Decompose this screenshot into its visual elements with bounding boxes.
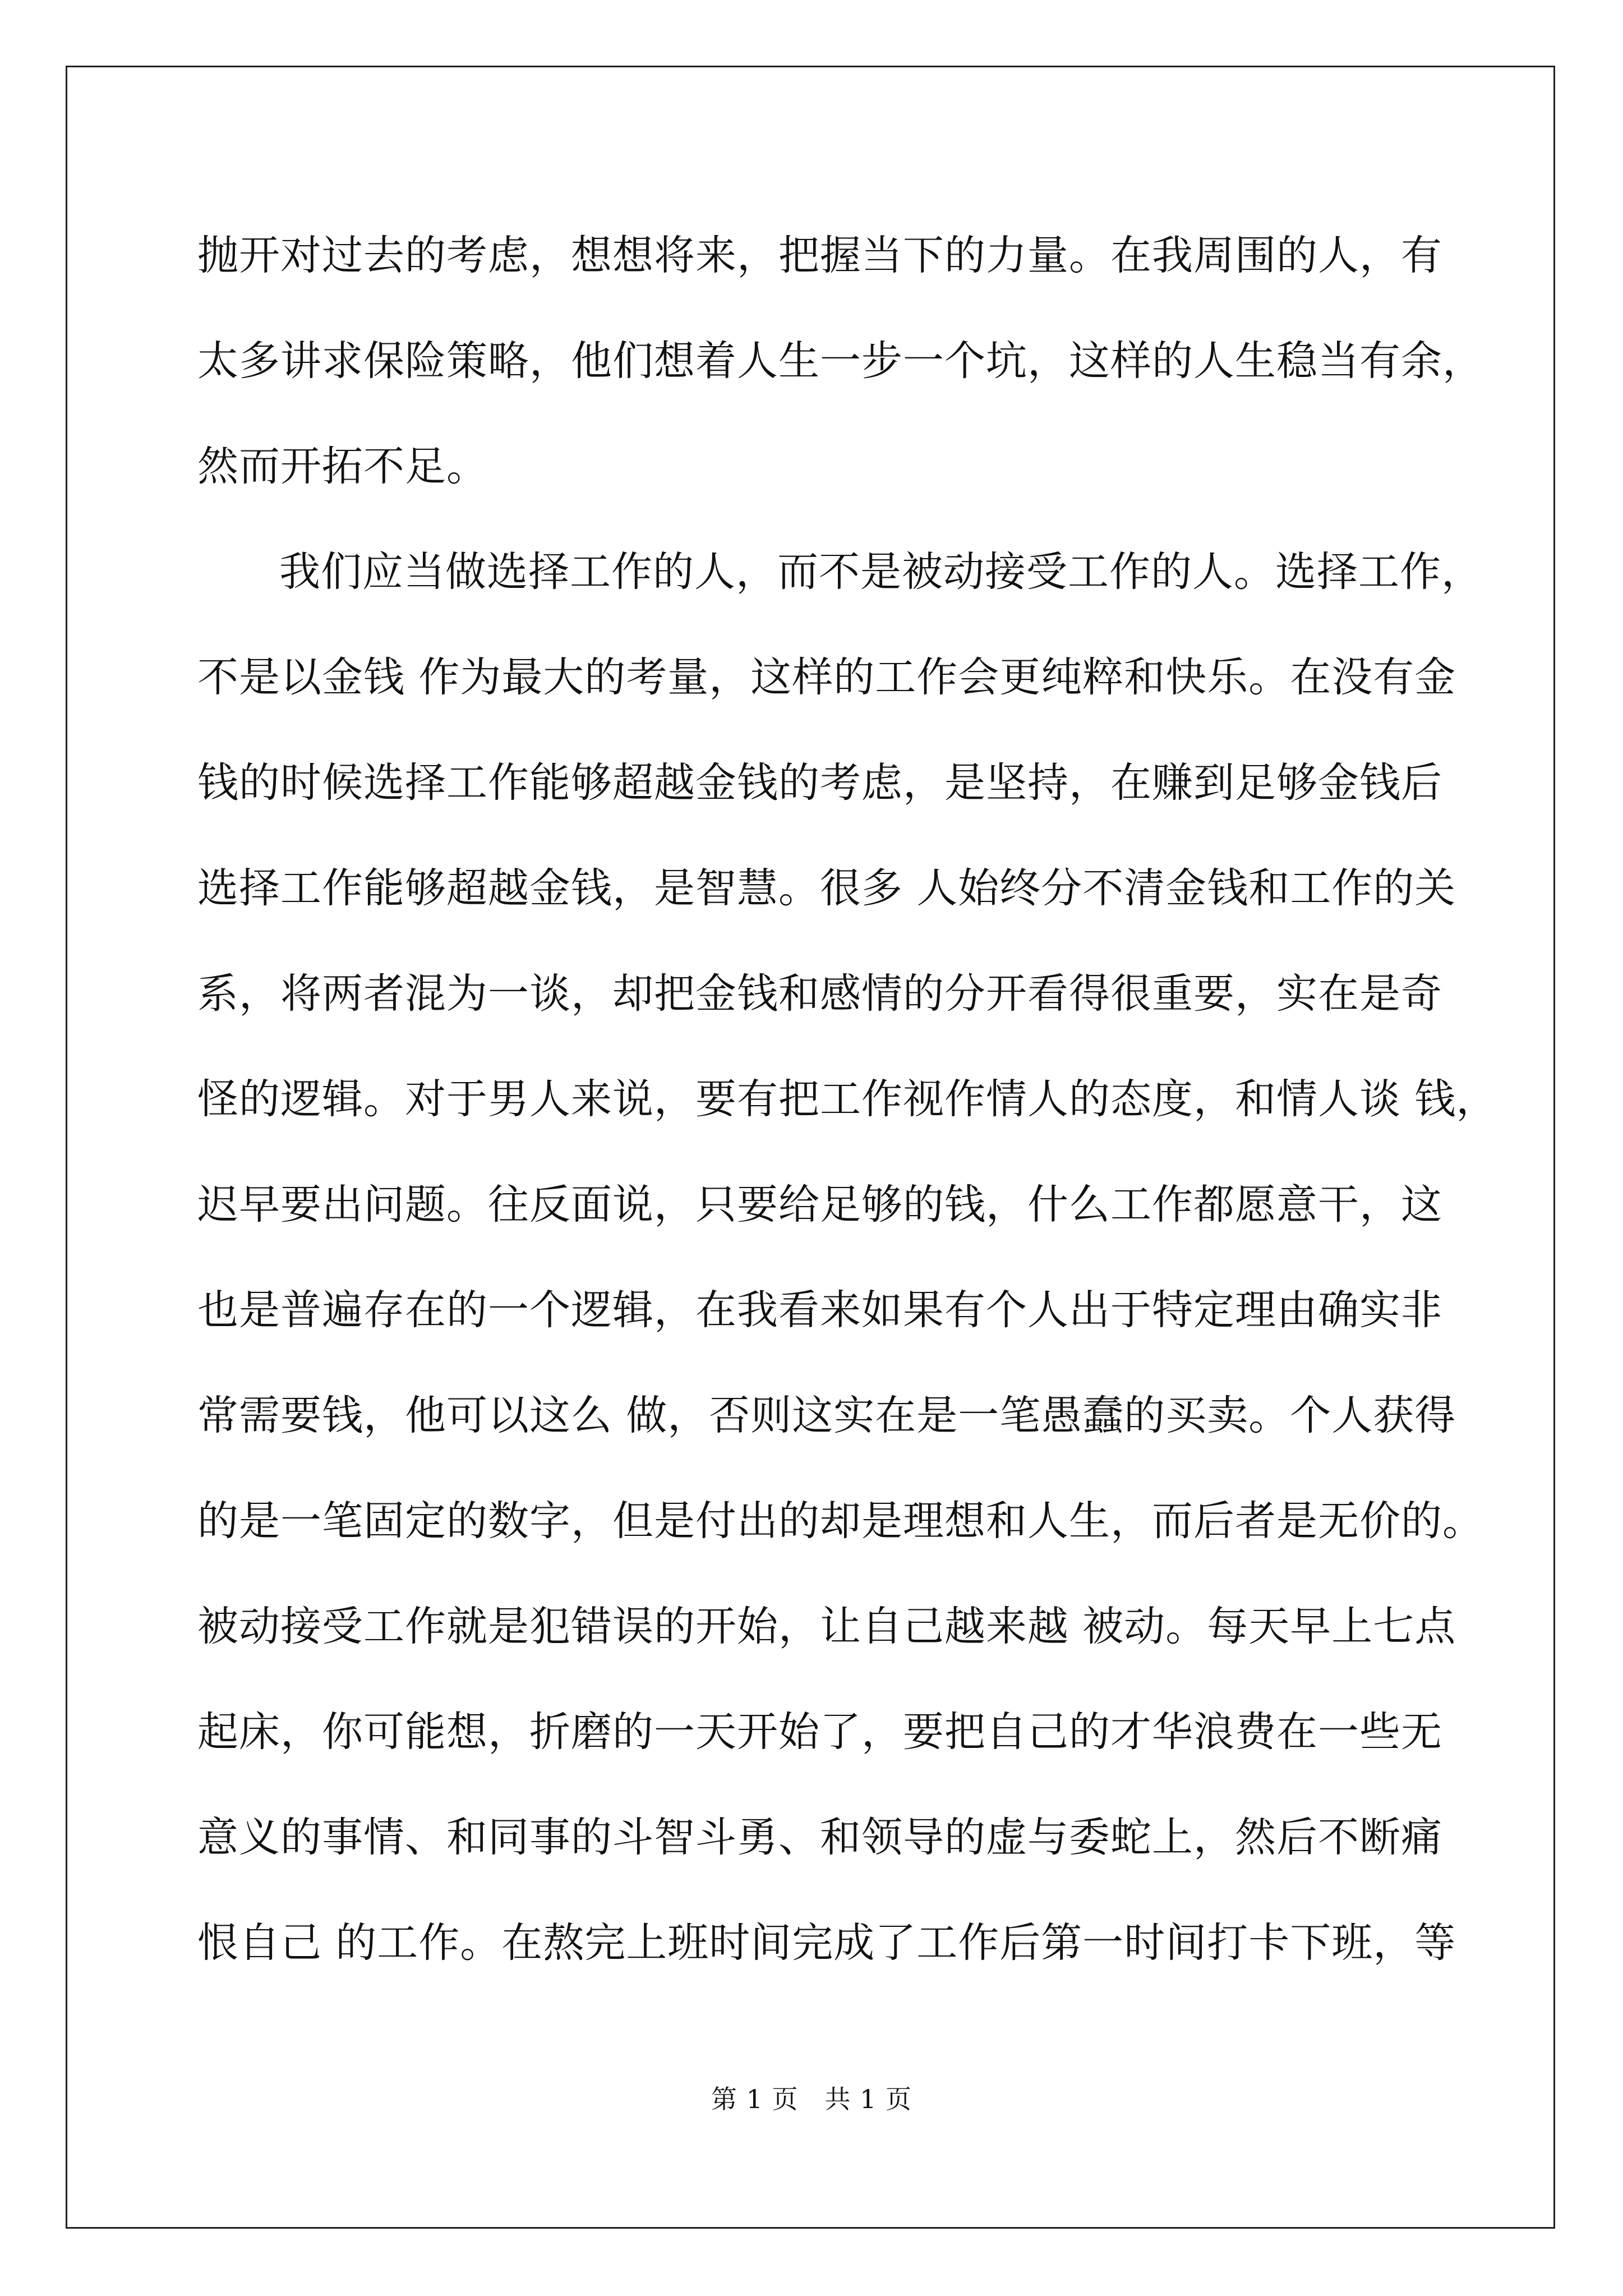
text-line: 选择工作能够超越金钱，是智慧。很多 人始终分不清金钱和工作的关 <box>197 864 1456 912</box>
document-body <box>197 203 1498 1996</box>
text-line: 钱的时候选择工作能够超越金钱的考虑，是坚持，在赚到足够金钱后 <box>197 759 1442 807</box>
text-line: 被动接受工作就是犯错误的开始，让自己越来越 被动。每天早上七点 <box>197 1603 1456 1650</box>
text-line: 我们应当做选择工作的人，而不是被动接受工作的人。选择工作， <box>279 548 1483 596</box>
paragraph-2 <box>197 519 1498 1996</box>
text-line: 不是以金钱 作为最大的考量，这样的工作会更纯粹和快乐。在没有金 <box>197 654 1456 701</box>
text-line: 意义的事情、和同事的斗智斗勇、和领导的虚与委蛇上，然后不断痛 <box>197 1814 1442 1861</box>
text-line: 然而开拓不足。 <box>197 443 488 490</box>
text-line: 怪的逻辑。对于男人来说，要有把工作视作情人的态度，和情人谈 钱， <box>197 1075 1498 1123</box>
text-line: 也是普遍存在的一个逻辑，在我看来如果有个人出于特定理由确实非 <box>197 1286 1442 1334</box>
text-line: 起床，你可能想，折磨的一天开始了，要把自己的才华浪费在一些无 <box>197 1708 1442 1756</box>
text-line: 的是一笔固定的数字，但是付出的却是理想和人生，而后者是无价的。 <box>197 1497 1484 1545</box>
text-line: 抛开对过去的考虑，想想将来，把握当下的力量。在我周围的人，有 <box>197 232 1442 279</box>
page-footer <box>0 2082 1623 2116</box>
text-line: 系，将两者混为一谈，却把金钱和感情的分开看得很重要，实在是奇 <box>197 970 1442 1018</box>
paragraph-1 <box>197 203 1484 519</box>
text-line: 迟早要出问题。往反面说，只要给足够的钱，什么工作都愿意干，这 <box>197 1181 1442 1228</box>
text-line: 恨自己 的工作。在熬完上班时间完成了工作后第一时间打卡下班，等 <box>197 1919 1456 1967</box>
page-number-label: 第 1 页 共 1 页 <box>711 2084 912 2114</box>
text-line: 常需要钱，他可以这么 做，否则这实在是一笔愚蠢的买卖。个人获得 <box>197 1392 1456 1439</box>
text-line: 太多讲求保险策略，他们想着人生一步一个坑，这样的人生稳当有余， <box>197 337 1484 385</box>
